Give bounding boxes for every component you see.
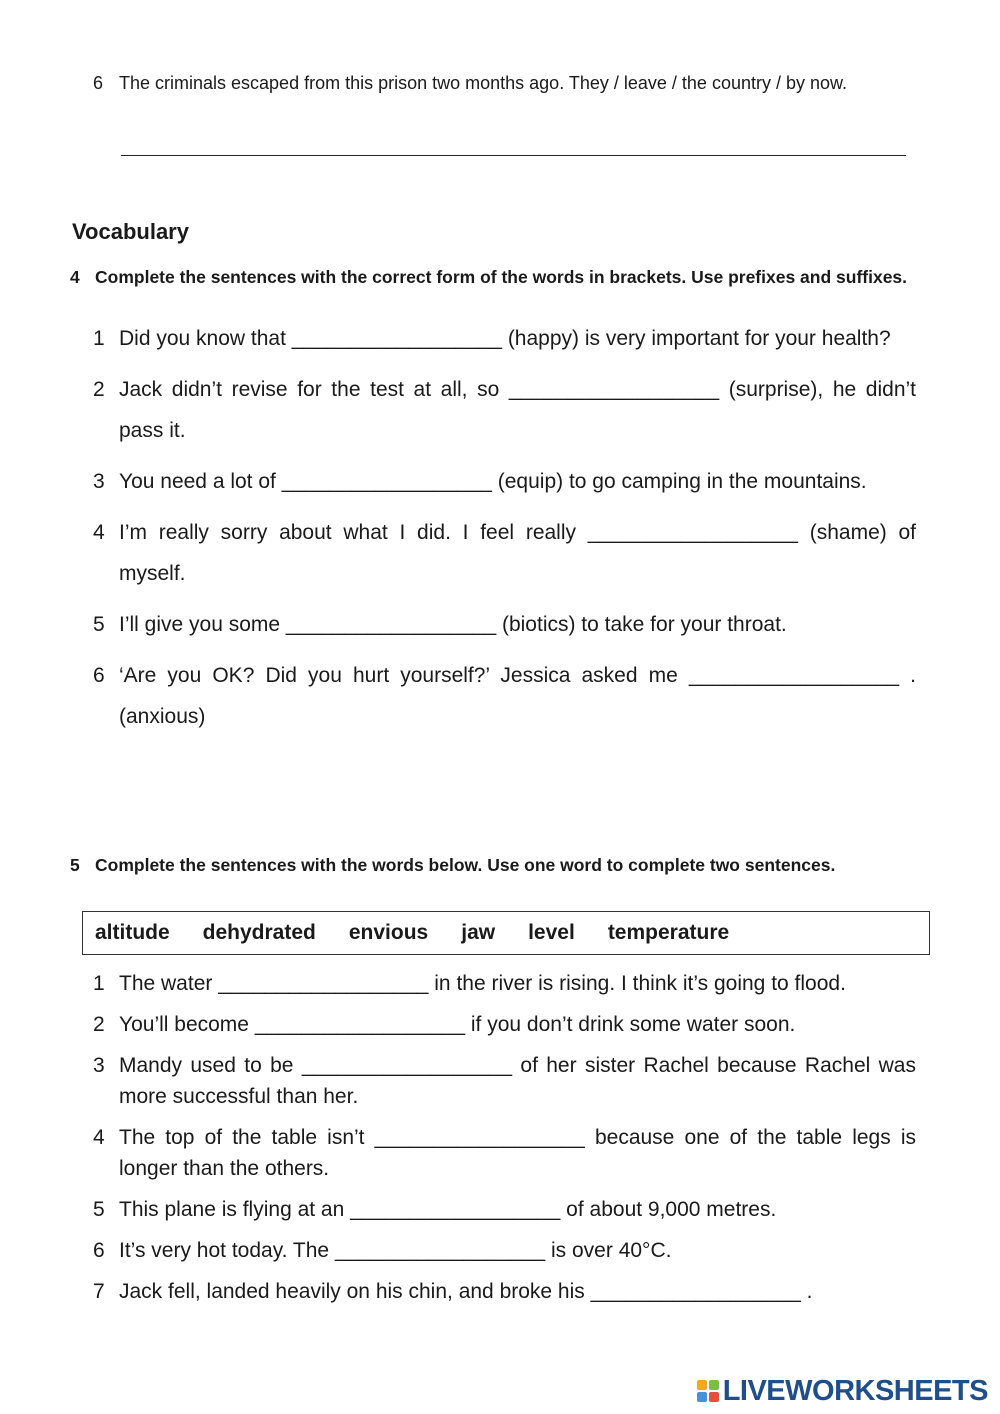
liveworksheets-logo-icon bbox=[696, 1378, 720, 1404]
item-number: 5 bbox=[93, 613, 105, 636]
item-text[interactable]: Jack fell, landed heavily on his chin, and broke his __________________ . bbox=[119, 1280, 813, 1303]
item-text[interactable]: The water __________________ in the river is rising. I think it’s going to flood. bbox=[119, 972, 846, 995]
list-item bbox=[93, 369, 916, 451]
exercise-number: 4 bbox=[70, 267, 80, 287]
exercise3-item-6 bbox=[93, 70, 903, 97]
item-number: 4 bbox=[93, 521, 105, 544]
list-item bbox=[93, 1194, 916, 1225]
word-bank-item: level bbox=[528, 921, 575, 944]
list-item bbox=[93, 512, 916, 594]
item-text[interactable]: You’ll become __________________ if you don’t drink some water soon. bbox=[119, 1013, 796, 1036]
exercise-number: 5 bbox=[70, 855, 80, 875]
list-item bbox=[93, 1122, 916, 1184]
list-item bbox=[93, 655, 916, 737]
list-item bbox=[93, 968, 916, 999]
word-bank-item: temperature bbox=[607, 921, 730, 944]
item-text[interactable]: You need a lot of __________________ (equip) to go camping in the mountains. bbox=[119, 470, 867, 493]
word-bank-item: envious bbox=[348, 921, 429, 944]
list-item bbox=[93, 604, 916, 645]
item-number: 6 bbox=[93, 664, 105, 687]
list-item bbox=[93, 1050, 916, 1112]
item-text[interactable]: The top of the table isn’t __________________ because one of the table legs is longer than the others. bbox=[119, 1126, 916, 1180]
instruction-text: Complete the sentences with the correct form of the words in brackets. Use prefixes and suffixes. bbox=[95, 267, 908, 287]
answer-line[interactable] bbox=[121, 155, 906, 156]
item-number: 1 bbox=[93, 327, 105, 350]
liveworksheets-logo[interactable] bbox=[696, 1374, 988, 1408]
exercise5-list bbox=[93, 968, 916, 1317]
item-text[interactable]: Did you know that __________________ (happy) is very important for your health? bbox=[119, 327, 891, 350]
exercise4-list bbox=[93, 318, 916, 747]
item-text[interactable]: It’s very hot today. The __________________ is over 40°C. bbox=[119, 1239, 672, 1262]
list-item bbox=[93, 1009, 916, 1040]
list-item bbox=[93, 1276, 916, 1307]
item-number: 2 bbox=[93, 378, 105, 401]
item-text[interactable]: I’ll give you some __________________ (biotics) to take for your throat. bbox=[119, 613, 787, 636]
logo-text: LIVEWORKSHEETS bbox=[722, 1374, 988, 1407]
item-text[interactable]: Jack didn’t revise for the test at all, so __________________ (surprise), he didn’t pass it. bbox=[119, 378, 916, 442]
item-number: 2 bbox=[93, 1013, 105, 1036]
item-number: 1 bbox=[93, 972, 105, 995]
item-number: 6 bbox=[93, 1239, 105, 1262]
instruction-text: Complete the sentences with the words below. Use one word to complete two sentences. bbox=[95, 855, 836, 875]
section-title: Vocabulary bbox=[72, 219, 189, 244]
item-text[interactable]: I’m really sorry about what I did. I feel really __________________ (shame) of myself. bbox=[119, 521, 916, 585]
word-bank-item: jaw bbox=[461, 921, 496, 944]
item-text[interactable]: ‘Are you OK? Did you hurt yourself?’ Jessica asked me __________________ . (anxious) bbox=[119, 664, 916, 728]
word-bank bbox=[82, 911, 930, 955]
item-text[interactable]: This plane is flying at an __________________ of about 9,000 metres. bbox=[119, 1198, 777, 1221]
item-number: 3 bbox=[93, 470, 105, 493]
list-item bbox=[93, 318, 916, 359]
item-number: 6 bbox=[93, 73, 104, 93]
list-item bbox=[93, 1235, 916, 1266]
item-number: 3 bbox=[93, 1054, 105, 1077]
item-text: The criminals escaped from this prison two months ago. They / leave / the country / by now. bbox=[119, 73, 848, 93]
item-number: 5 bbox=[93, 1198, 105, 1221]
exercise4-instruction bbox=[70, 266, 916, 289]
item-text[interactable]: Mandy used to be __________________ of her sister Rachel because Rachel was more successful than her. bbox=[119, 1054, 916, 1108]
item-number: 4 bbox=[93, 1126, 105, 1149]
item-number: 7 bbox=[93, 1280, 105, 1303]
exercise5-instruction bbox=[70, 854, 916, 877]
word-bank-item: altitude bbox=[95, 921, 170, 944]
word-bank-item: dehydrated bbox=[202, 921, 316, 944]
list-item bbox=[93, 461, 916, 502]
